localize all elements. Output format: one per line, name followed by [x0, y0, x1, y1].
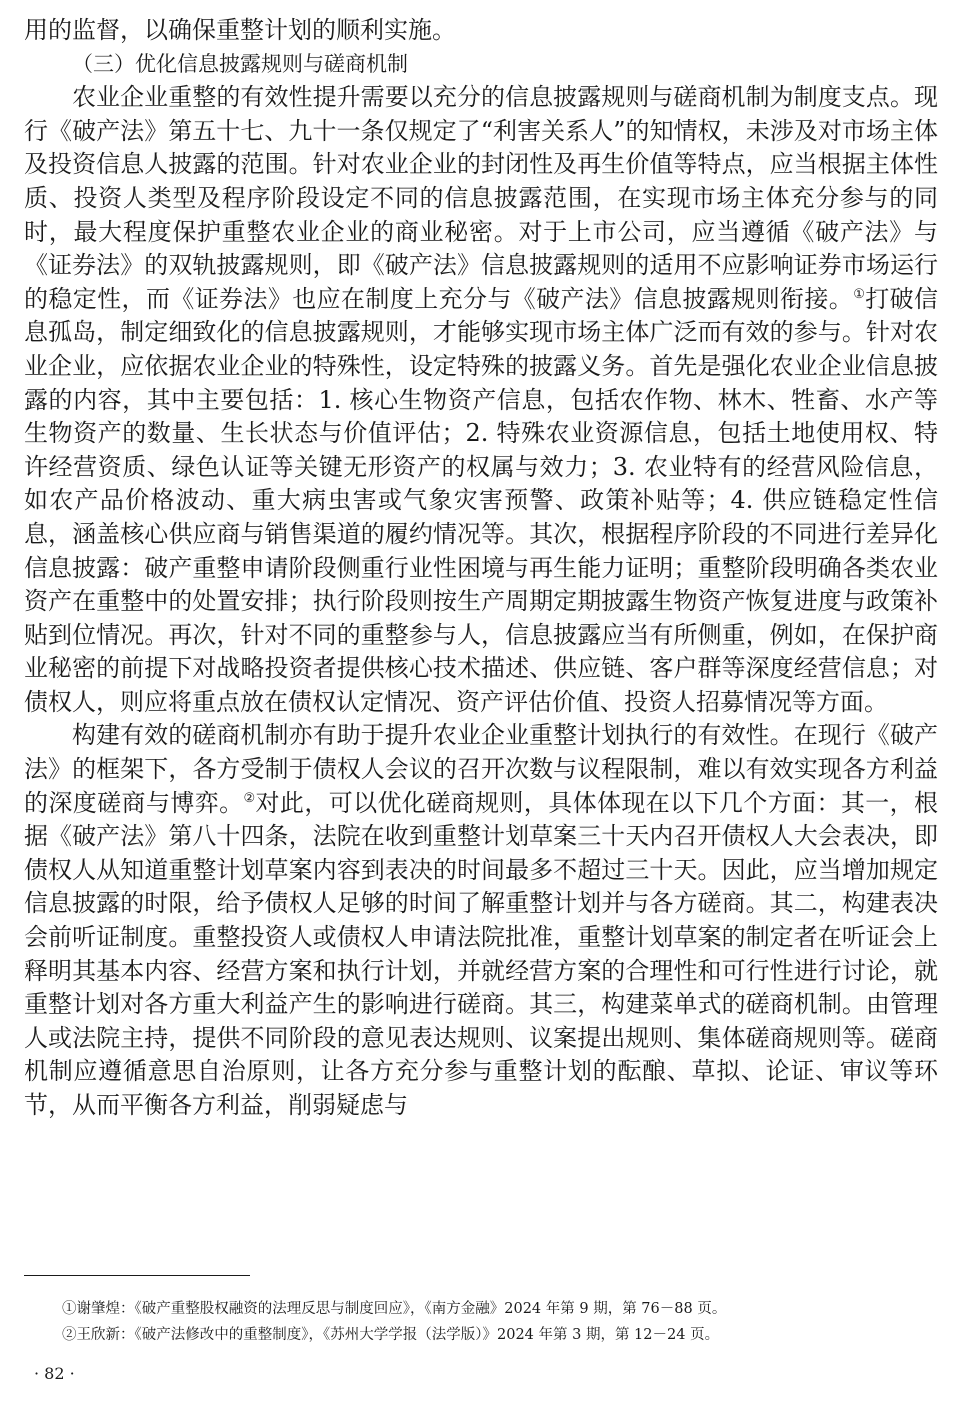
paragraph-consultation	[24, 719, 938, 1122]
paragraph-consultation-part1: 构建有效的磋商机制亦有助于提升农业企业重整计划执行的有效性。在现行《破产法》的框架下，各方受制于债权人会议的召开次数与议程限制，难以有效实现各方利益的深度磋商与博弈。	[24, 721, 938, 817]
footnote-2: ②王欣新：《破产法修改中的重整制度》，《苏州大学学报（法学版）》2024 年第 3 期，第 12－24 页。	[62, 1327, 720, 1343]
footnotes	[62, 1296, 938, 1348]
section-heading: （三）优化信息披露规则与磋商机制	[72, 51, 408, 76]
paragraph-consultation-part2: 对此，可以优化磋商规则，具体体现在以下几个方面：其一，根据《破产法》第八十四条，法院在收到重整计划草案三十天内召开债权人大会表决，即债权人从知道重整计划草案内容到表决的时间最多不超过三十天。因此，应当增加规定信息披露的时限，给予债权人足够的时间了解重整计划并与各方磋商。其二，构建表决会前听证制度。重整投资人或债权人申请法院批准，重整计划草案的制定者在听证会上释明其基本内容、经营方案和执行计划，并就经营方案的合理性和可行性进行讨论，就重整计划对各方重大利益产生的影响进行磋商。其三，构建菜单式的磋商机制。由管理人或法院主持，提供不同阶段的意见表达规则、议案提出规则、集体磋商规则等。磋商机制应遵循意思自治原则，让各方充分参与重整计划的酝酿、草拟、论证、审议等环节，从而平衡各方利益，削弱疑虑与	[24, 788, 939, 1119]
paragraph-continuation: 用的监督，以确保重整计划的顺利实施。	[24, 16, 456, 44]
page-number: · 82 ·	[34, 1364, 75, 1383]
paragraph-disclosure-part1: 农业企业重整的有效性提升需要以充分的信息披露规则与磋商机制为制度支点。现行《破产法》第五十七、九十一条仅规定了“利害关系人”的知情权，未涉及对市场主体及投资信息人披露的范围。针对农业企业的封闭性及再生价值等特点，应当根据主体性质、投资人类型及程序阶段设定不同的信息披露范围，在实现市场主体充分参与的同时，最大程度保护重整农业企业的商业秘密。对于上市公司，应当遵循《破产法》与《证券法》的双轨披露规则，即《破产法》信息披露规则的适用不应影响证券市场运行的稳定性，而《证券法》也应在制度上充分与《破产法》信息披露规则衔接。	[24, 83, 938, 313]
footnote-1: ①谢肇煌：《破产重整股权融资的法理反思与制度回应》，《南方金融》2024 年第 9 期，第 76－88 页。	[62, 1301, 727, 1317]
footnote-ref-2[interactable]: ②	[243, 790, 256, 806]
body-text	[24, 14, 938, 1123]
footnote-ref-1[interactable]: ①	[853, 286, 866, 302]
footnote-divider	[24, 1275, 250, 1276]
paragraph-disclosure-part2: 打破信息孤岛，制定细致化的信息披露规则，才能够实现市场主体广泛而有效的参与。针对农业企业，应依据农业企业的特殊性，设定特殊的披露义务。首先是强化农业企业信息披露的内容，其中主要包括：1. 核心生物资产信息，包括农作物、林木、牲畜、水产等生物资产的数量、生长状态与价值评估；2. 特殊农业资源信息，包括土地使用权、特许经营资质、绿色认证等关键无形资产的权属与效力；3. 农业特有的经营风险信息，如农产品价格波动、重大病虫害或气象灾害预警、政策补贴等；4. 供应链稳定性信息，涵盖核心供应商与销售渠道的履约情况等。其次，根据程序阶段的不同进行差异化信息披露：破产重整申请阶段侧重行业性困境与再生能力证明；重整阶段明确各类农业资产在重整中的处置安排；执行阶段则按生产周期定期披露生物资产恢复进度与政策补贴到位情况。再次，针对不同的重整参与人，信息披露应当有所侧重，例如，在保护商业秘密的前提下对战略投资者提供核心技术描述、供应链、客户群等深度经营信息；对债权人，则应将重点放在债权认定情况、资产评估价值、投资人招募情况等方面。	[24, 284, 939, 716]
paragraph-disclosure	[24, 81, 938, 719]
